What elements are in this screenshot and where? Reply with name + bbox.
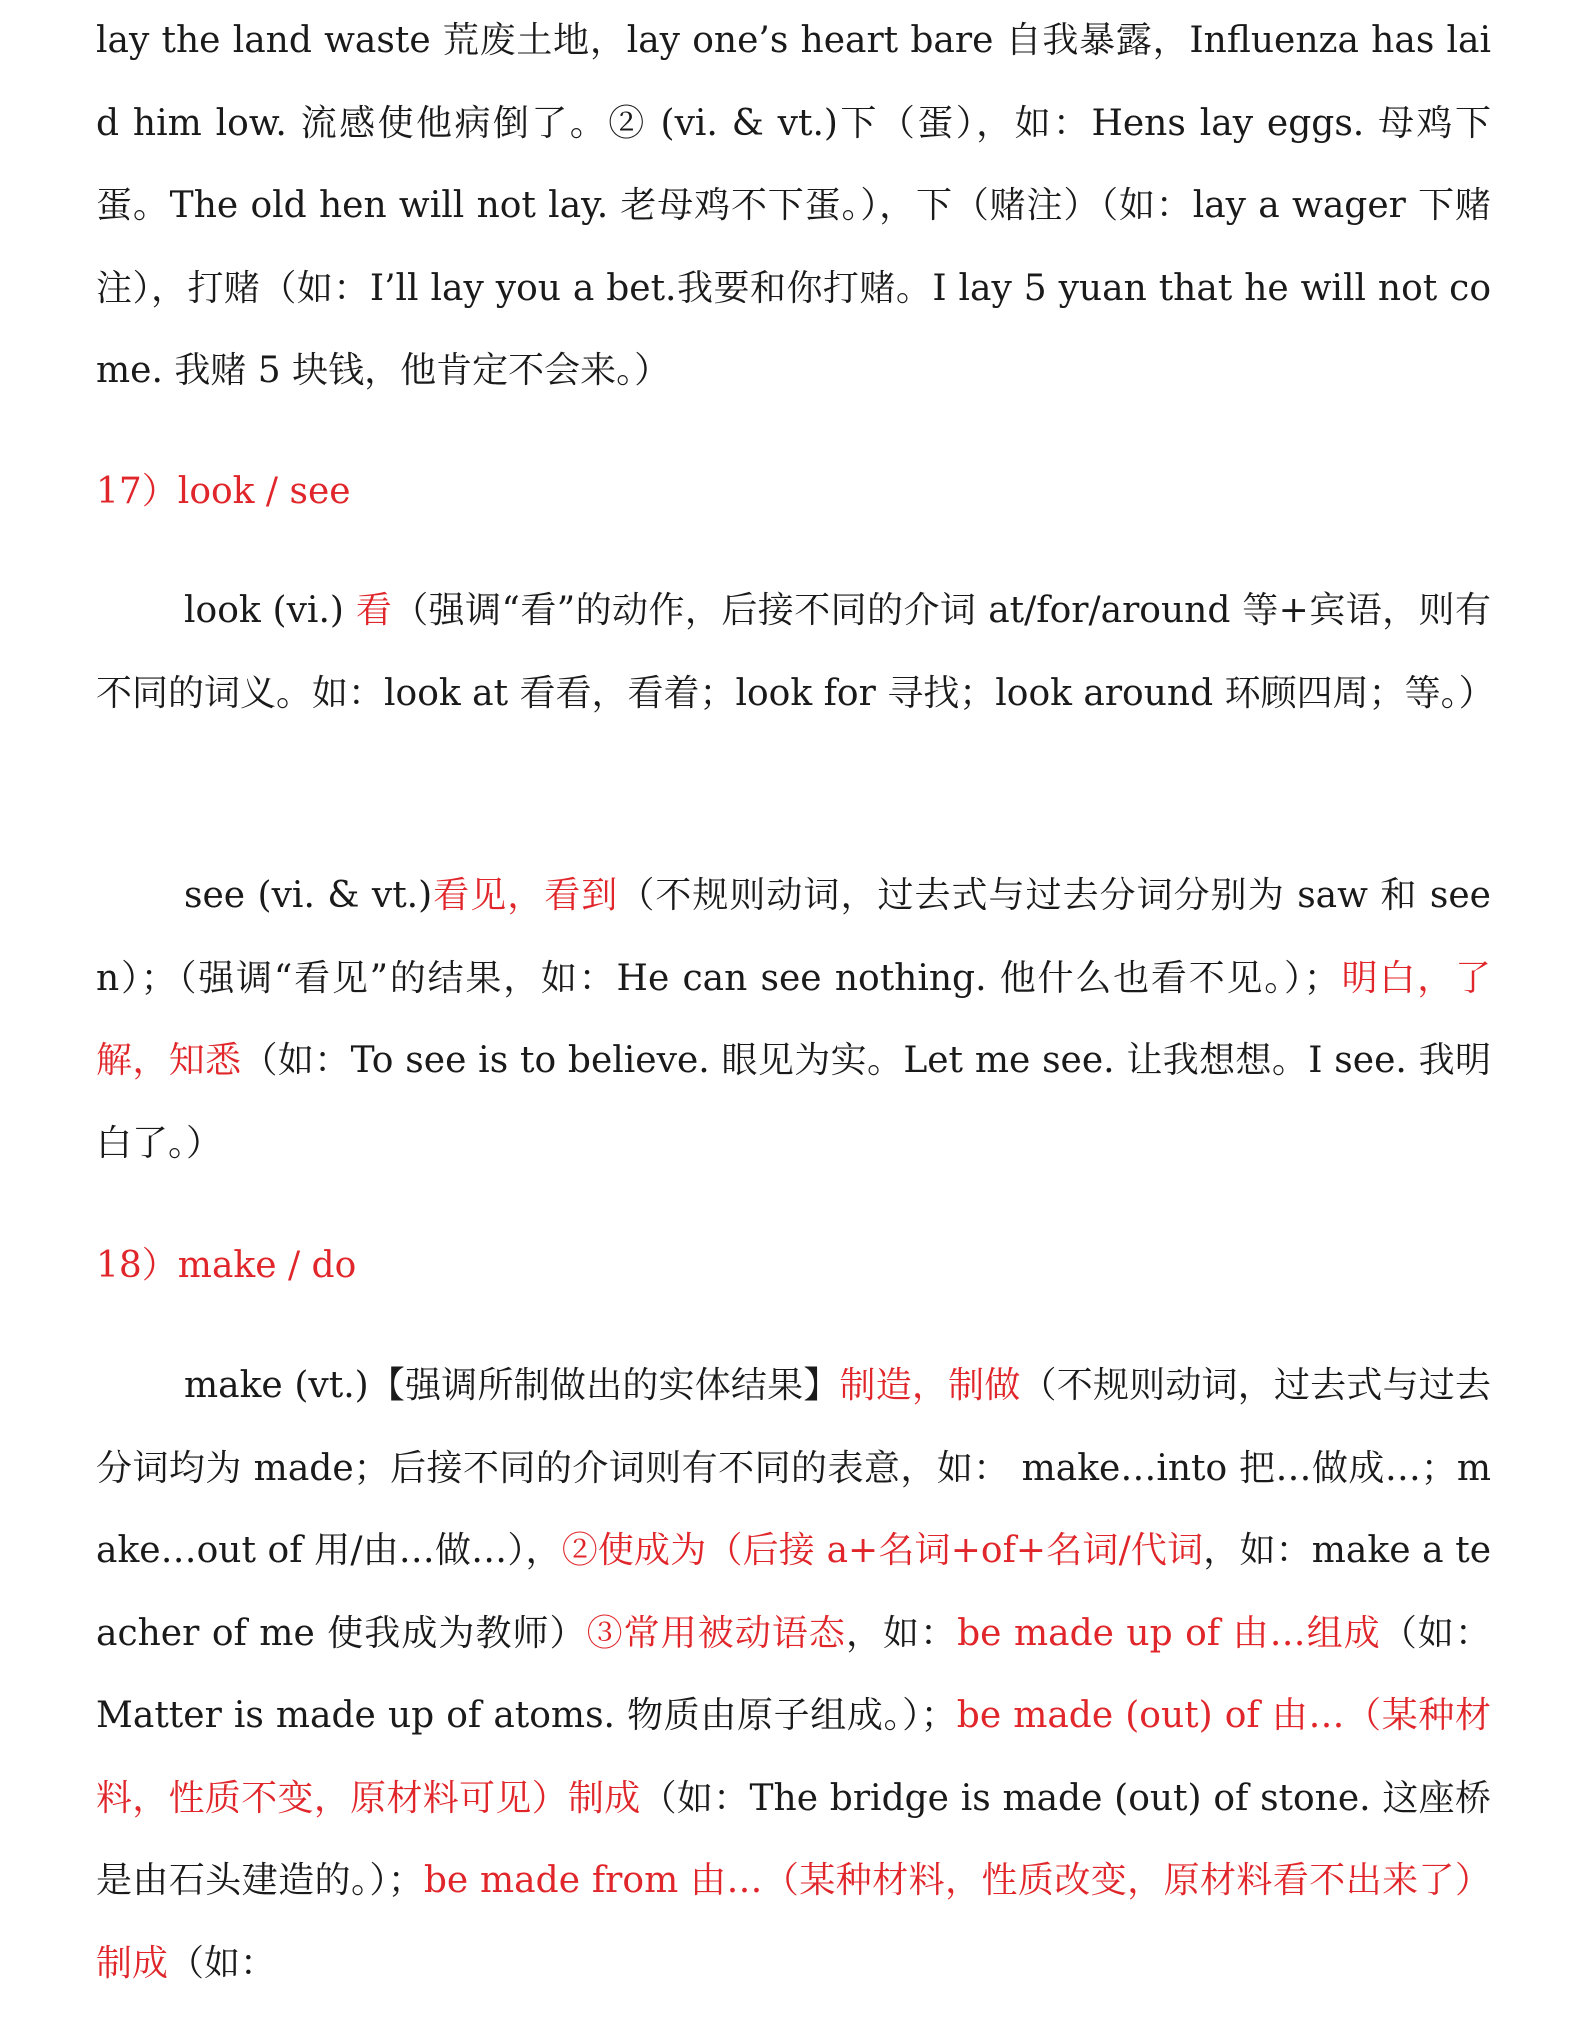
paragraph-text: （如：Matter is made up of atoms. 物质由原子组成。）； [96,1612,1491,1736]
paragraph-text: （不规则动词，过去式与过去分词分别为 saw 和 seen）；（强调“看见”的结果，如：He can see nothing. 他什么也看不见。）； [96,875,1491,999]
highlight-meaning: 看 [355,590,393,631]
paragraph-text: ，如：make a teacher of me 使我成为教师） [96,1530,1491,1654]
paragraph-text: see (vi. & vt.) [184,875,433,916]
highlight-meaning: ③常用被动语态 [586,1612,846,1654]
paragraph-text: （如：To see is to believe. 眼见为实。Let me see. 让我想想。I see. 我明白了。） [96,1040,1491,1164]
highlight-meaning: 看见，看到 [432,875,619,916]
highlight-phrase: be made up of 由…组成 [957,1612,1381,1654]
highlight-meaning: ②使成为（后接 a+名词+of+名词/代词 [561,1530,1204,1571]
paragraph-text: ，如： [845,1612,958,1654]
section-heading-18: 18）make / do [96,1245,357,1286]
paragraph-text: （如： [168,1942,277,1984]
paragraph-text: （不规则动词，过去式与过去分词均为 made；后接不同的介词则有不同的表意，如： make…into 把…做成…；make…out of 用/由…做…）， [96,1365,1491,1571]
highlight-phrase: be made (out) of 由…（某种材料，性质不变，原材料可见）制成 [96,1695,1491,1819]
section-heading-17: 17）look / see [96,471,351,512]
paragraph-lay-continued [96,0,1491,413]
paragraph-text: （如：The bridge is made (out) of stone. 这座桥是由石头建造的。）； [96,1777,1491,1901]
highlight-meaning: 制造，制做 [839,1365,1021,1406]
paragraph-see [96,855,1491,1185]
paragraph-look [96,570,1495,735]
paragraph-make [96,1345,1491,2005]
paragraph-text: （强调“看”的动作，后接不同的介词 at/for/around 等+宾语，则有不同的词义。如：look at 看看，看着；look for 寻找；look around 环顾四周；等。） [96,590,1495,714]
paragraph-text: make (vt.)【强调所制做出的实体结果】 [184,1365,840,1406]
highlight-phrase: be made from 由…（某种材料，性质改变，原材料看不出来了）制成 [96,1860,1491,1984]
paragraph-text: look (vi.) [184,590,356,631]
paragraph-text: lay the land waste 荒废土地，lay one’s heart bare 自我暴露，Influenza has laid him low. 流感使他病倒了。② (vi. & vt.)下（蛋），如：Hens lay eggs. 母鸡下蛋。The old hen will not lay. 老母鸡不下蛋。），下（赌注）（如：lay a wager 下赌注），打赌（如：I’ll lay you a bet.我要和你打赌。I lay 5 yuan that he will not come. 我赌 5 块钱，他肯定不会来。） [96,20,1491,391]
highlight-meaning: 明白，了解，知悉 [96,957,1491,1081]
